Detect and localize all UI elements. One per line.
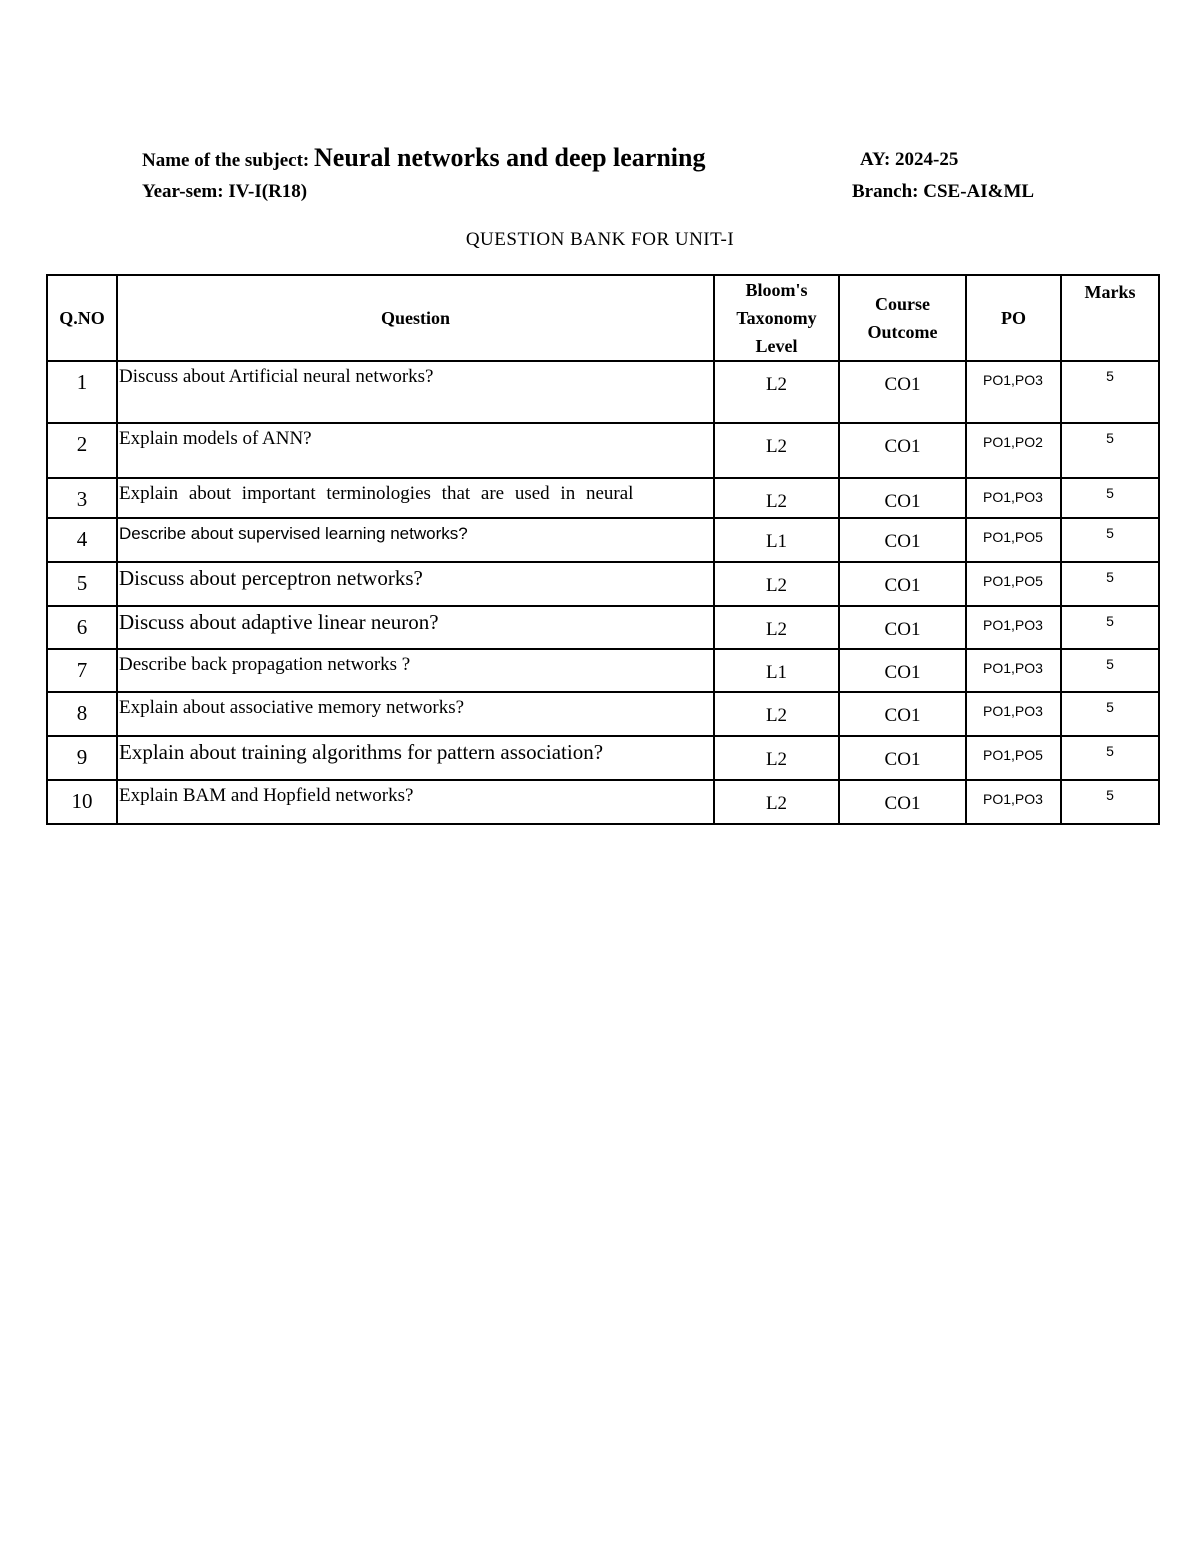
qno-cell: 8	[47, 692, 117, 736]
marks-cell: 5	[1061, 649, 1159, 692]
po-cell: PO1,PO3	[966, 780, 1061, 824]
marks-cell: 5	[1061, 518, 1159, 562]
bloom-cell: L2	[714, 423, 839, 478]
po-cell: PO1,PO5	[966, 736, 1061, 780]
qno-cell: 4	[47, 518, 117, 562]
co-cell: CO1	[839, 518, 966, 562]
header-course-line1: Course	[875, 294, 930, 314]
qno-cell: 1	[47, 361, 117, 423]
table-row	[47, 736, 1159, 780]
qno-cell: 10	[47, 780, 117, 824]
co-cell: CO1	[839, 478, 966, 518]
marks-cell: 5	[1061, 606, 1159, 649]
qno-cell: 6	[47, 606, 117, 649]
po-cell: PO1,PO5	[966, 562, 1061, 606]
co-cell: CO1	[839, 649, 966, 692]
question-cell: Discuss about Artificial neural networks?	[117, 361, 714, 423]
marks-cell: 5	[1061, 780, 1159, 824]
po-cell: PO1,PO3	[966, 361, 1061, 423]
question-cell: Discuss about adaptive linear neuron?	[117, 606, 714, 649]
co-cell: CO1	[839, 562, 966, 606]
po-cell: PO1,PO2	[966, 423, 1061, 478]
bloom-cell: L2	[714, 736, 839, 780]
branch: Branch: CSE-AI&ML	[852, 181, 1035, 202]
bloom-cell: L2	[714, 478, 839, 518]
header-bloom-line3: Level	[755, 336, 798, 356]
question-cell: Explain about training algorithms for pattern association?	[117, 736, 714, 780]
question-cell: Describe back propagation networks ?	[117, 649, 714, 692]
subject-name: Neural networks and deep learning	[314, 143, 706, 172]
table-row	[47, 518, 1159, 562]
year-sem: Year-sem: IV-I(R18)	[142, 181, 308, 202]
question-cell: Explain about important terminologies that are used in neural	[117, 478, 714, 518]
qno-cell: 7	[47, 649, 117, 692]
bloom-cell: L1	[714, 649, 839, 692]
marks-cell: 5	[1061, 736, 1159, 780]
marks-cell: 5	[1061, 423, 1159, 478]
header-po: PO	[966, 275, 1061, 361]
header-bloom-line2: Taxonomy	[736, 308, 817, 328]
question-cell: Discuss about perceptron networks?	[117, 562, 714, 606]
header-marks: Marks	[1061, 275, 1159, 361]
table-row	[47, 478, 1159, 518]
co-cell: CO1	[839, 692, 966, 736]
bloom-cell: L2	[714, 606, 839, 649]
question-cell: Describe about supervised learning networks?	[117, 518, 714, 562]
qno-cell: 9	[47, 736, 117, 780]
header-qno: Q.NO	[47, 275, 117, 361]
bloom-cell: L1	[714, 518, 839, 562]
subject-line	[142, 143, 705, 173]
table-header-row	[47, 275, 1159, 361]
question-cell: Explain models of ANN?	[117, 423, 714, 478]
po-cell: PO1,PO3	[966, 692, 1061, 736]
co-cell: CO1	[839, 423, 966, 478]
po-cell: PO1,PO3	[966, 649, 1061, 692]
qno-cell: 5	[47, 562, 117, 606]
po-cell: PO1,PO3	[966, 478, 1061, 518]
po-cell: PO1,PO3	[966, 606, 1061, 649]
table-row	[47, 780, 1159, 824]
co-cell: CO1	[839, 736, 966, 780]
marks-cell: 5	[1061, 361, 1159, 423]
co-cell: CO1	[839, 606, 966, 649]
bloom-cell: L2	[714, 692, 839, 736]
header-question: Question	[117, 275, 714, 361]
question-cell: Explain about associative memory networks?	[117, 692, 714, 736]
table-row	[47, 606, 1159, 649]
header-bloom-line1: Bloom's	[745, 280, 808, 300]
table-row	[47, 692, 1159, 736]
table-row	[47, 649, 1159, 692]
qno-cell: 2	[47, 423, 117, 478]
qno-cell: 3	[47, 478, 117, 518]
po-cell: PO1,PO5	[966, 518, 1061, 562]
academic-year: AY: 2024-25	[860, 149, 959, 170]
subject-label: Name of the subject:	[142, 150, 310, 171]
question-cell: Explain BAM and Hopfield networks?	[117, 780, 714, 824]
marks-cell: 5	[1061, 692, 1159, 736]
bloom-cell: L2	[714, 361, 839, 423]
marks-cell: 5	[1061, 478, 1159, 518]
co-cell: CO1	[839, 780, 966, 824]
marks-cell: 5	[1061, 562, 1159, 606]
bloom-cell: L2	[714, 562, 839, 606]
table-row	[47, 423, 1159, 478]
co-cell: CO1	[839, 361, 966, 423]
table-row	[47, 562, 1159, 606]
page-title: QUESTION BANK FOR UNIT-I	[465, 229, 735, 250]
question-table	[46, 274, 1160, 825]
table-row	[47, 361, 1159, 423]
header-course-line2: Outcome	[867, 322, 938, 342]
header-course-outcome	[839, 275, 966, 361]
header-bloom	[714, 275, 839, 361]
bloom-cell: L2	[714, 780, 839, 824]
